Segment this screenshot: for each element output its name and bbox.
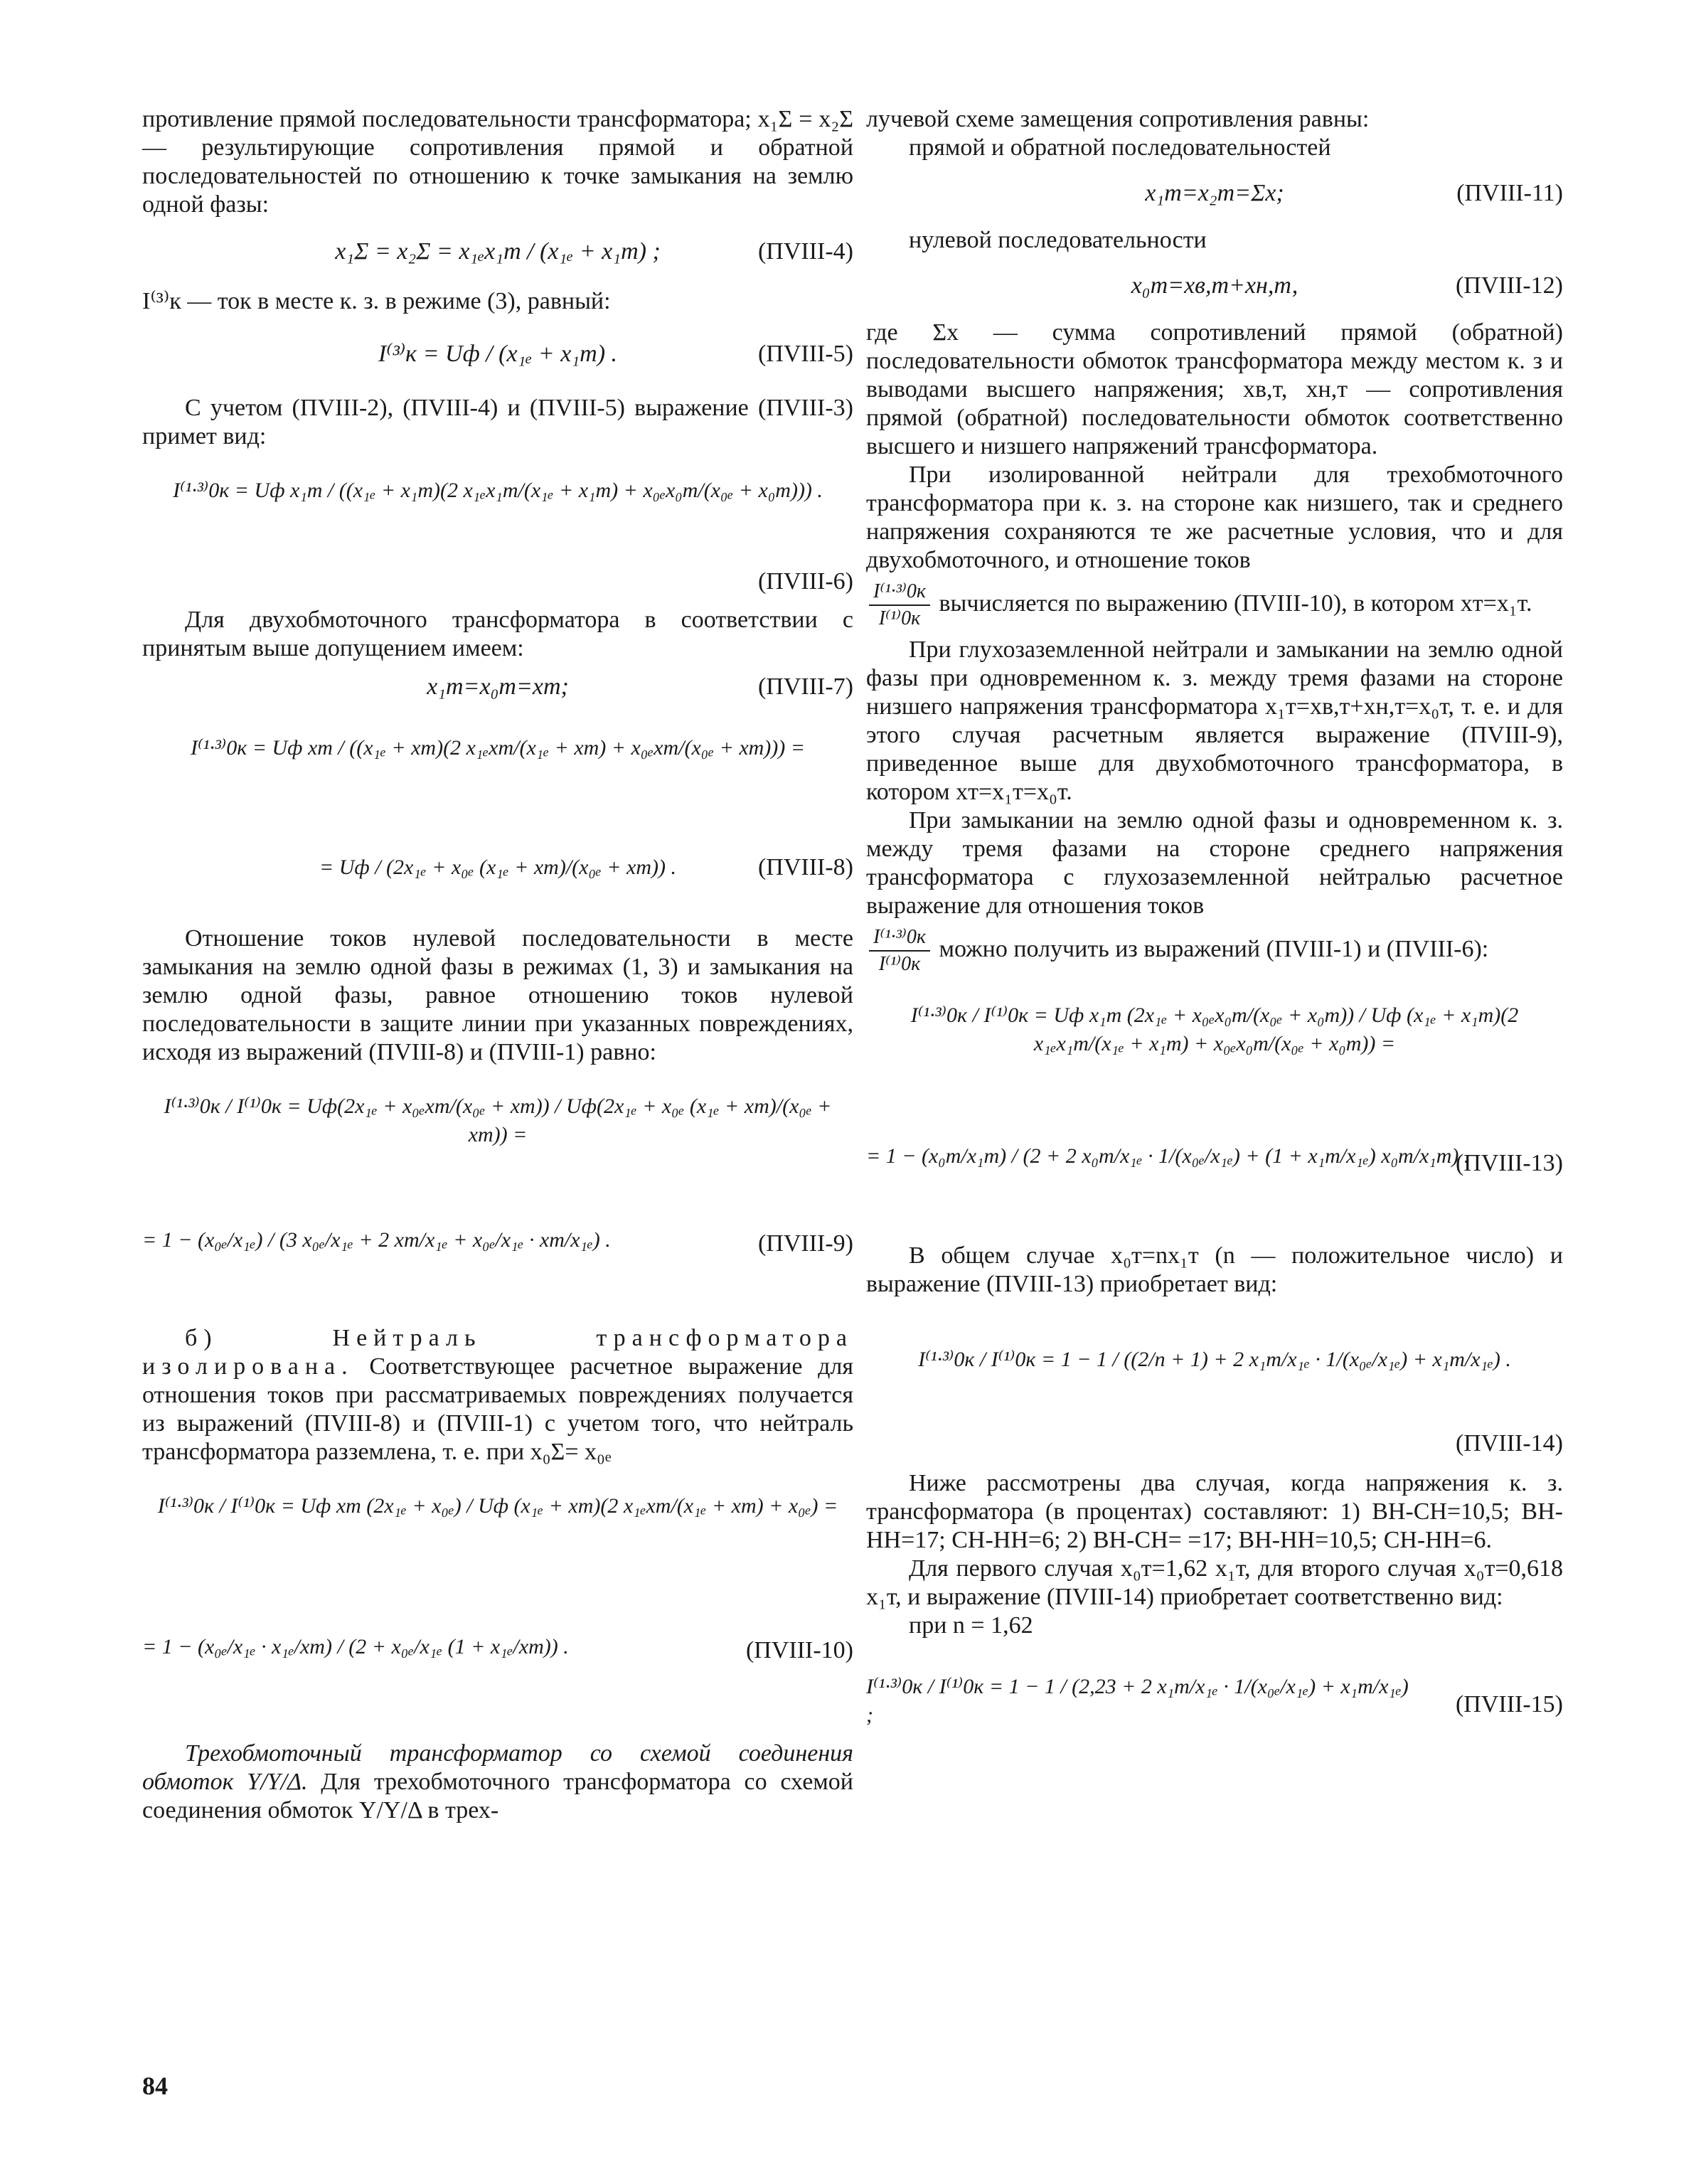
paragraph: При замыкании на землю одной фазы и одновременном к. з. между тремя фазами на стороне среднего напряжения трансформатора с глухозаземленной нейтралью расчетное выражение для отношения токов <box>866 807 1563 919</box>
equation: x₀т=xв,т+xн,т, <box>1131 272 1298 299</box>
paragraph: I⁽³⁾к — ток в месте к. з. в режиме (3), равный: <box>142 288 611 314</box>
paragraph: Для двухобмоточного трансформатора в соответствии с принятым выше допущением имеем: <box>142 607 853 661</box>
equation-number: (ПVIII-10) <box>745 1637 853 1663</box>
equation-row <box>142 825 853 910</box>
equation: I⁽¹·³⁾0к / I⁽¹⁾0к = Uф x₁т (2x₁ₑ + x₀ₑx₀т/(x₀ₑ + x₀т)) / Uф (x₁ₑ + x₁т)(2 x₁ₑx₁т/(x₁ₑ + x₁т) + x₀ₑx₀т/(x₀ₑ + x₀т)) = <box>910 1003 1519 1055</box>
equation: x₁т=x₂т=Σx; <box>1145 180 1284 206</box>
paragraph-italic: Трехобмоточный трансформатор со схемой соединения обмоток Y/Y/Δ. <box>142 1740 853 1795</box>
paragraph: лучевой схеме замещения сопротивления равны: <box>866 106 1370 132</box>
equation: x₁т=x₀т=xт; <box>427 673 569 700</box>
equation: = 1 − (x₀т/x₁т) / (2 + 2 x₀т/x₁ₑ · 1/(x₀ₑ/x₁ₑ) + (1 + x₁т/x₁ₑ) x₀т/x₁т) . <box>866 1144 1470 1168</box>
equation-number: (ПVIII-15) <box>1455 1691 1563 1717</box>
paragraph-text: Для трехобмоточного трансформатора со схемой соединения обмоток Y/Y/Δ в трех- <box>142 1769 853 1823</box>
equation: = 1 − (x₀ₑ/x₁ₑ · x₁ₑ/xт) / (2 + x₀ₑ/x₁ₑ (1 + x₁ₑ/xт)) . <box>142 1635 569 1658</box>
equation-number: (ПVIII-14) <box>1455 1430 1563 1456</box>
equation-row <box>142 1583 853 1718</box>
equation: = Uф / (2x₁ₑ + x₀ₑ (x₁ₑ + xт)/(x₀ₑ + xт)) . <box>319 856 676 879</box>
equation-row <box>142 1183 853 1304</box>
equation-row <box>142 223 853 280</box>
paragraph: Ниже рассмотрены два случая, когда напряжения к. з. трансформатора (в процентах) составляют: 1) ВН-СН=10,5; ВН-НН=17; СН-НН=6; 2) ВН-СН= =17; ВН-НН=10,5; СН-НН=6. <box>866 1470 1563 1553</box>
equation-row <box>142 1071 853 1178</box>
equation: I⁽³⁾к = Uф / (x₁ₑ + x₁т) . <box>378 341 618 367</box>
paragraph <box>142 1740 853 1825</box>
right-column <box>866 105 1563 1771</box>
equation: I⁽¹·³⁾0к = Uф x₁т / ((x₁ₑ + x₁т)(2 x₁ₑx₁т/(x₁ₑ + x₁т) + x₀ₑx₀т/(x₀ₑ + x₀т))) . <box>173 479 823 502</box>
section-lead: б) Нейтраль трансформатора изолирована. <box>142 1325 853 1380</box>
equation-row <box>142 667 853 707</box>
equation: = 1 − (x₀ₑ/x₁ₑ) / (3 x₀ₑ/x₁ₑ + 2 xт/x₁ₑ + x₀ₑ/x₁ₑ · xт/x₁ₑ) . <box>142 1228 611 1252</box>
paragraph-text: можно получить из выражений (ПVIII-1) и (ПVIII-6): <box>939 935 1489 962</box>
equation-row <box>866 259 1563 313</box>
equation-number: (ПVIII-9) <box>757 1230 853 1257</box>
left-column <box>142 105 853 1825</box>
equation: I⁽¹·³⁾0к / I⁽¹⁾0к = 1 − 1 / (2,23 + 2 x₁т/x₁ₑ · 1/(x₀ₑ/x₁ₑ) + x₁т/x₁ₑ) ; <box>866 1675 1409 1727</box>
paragraph: при n = 1,62 <box>909 1612 1033 1639</box>
paragraph: Отношение токов нулевой последовательности в месте замыкания на землю одной фазы в режимах (1, 3) и замыкания на землю одной фазы, равное отношению токов нулевой последовательности в защите линии при указанных повреждениях, исходя из выражений (ПVIII-8) и (ПVIII-1) равно: <box>142 925 853 1065</box>
equation: I⁽¹·³⁾0к / I⁽¹⁾0к = Uф xт (2x₁ₑ + x₀ₑ) / Uф (x₁ₑ + xт)(2 x₁ₑxт/(x₁ₑ + xт) + x₀ₑ) = <box>157 1494 838 1518</box>
equation: I⁽¹·³⁾0к = Uф xт / ((x₁ₑ + xт)(2 x₁ₑxт/(x₁ₑ + xт) + x₀ₑxт/(x₀ₑ + xт))) = <box>190 736 806 760</box>
paragraph <box>866 926 1563 976</box>
equation-row <box>142 1471 853 1577</box>
paragraph: прямой и обратной последовательностей <box>909 134 1331 161</box>
paragraph: С учетом (ПVIII-2), (ПVIII-4) и (ПVIII-5) выражение (ПVIII-3) примет вид: <box>142 395 853 449</box>
equation: I⁽¹·³⁾0к / I⁽¹⁾0к = 1 − 1 / ((2/n + 1) + 2 x₁т/x₁ₑ · 1/(x₀ₑ/x₁ₑ) + x₁т/x₁ₑ) . <box>918 1348 1511 1371</box>
current-ratio-fraction: $\frac{\text{I⁽¹·³⁾0к}}{\text{I⁽¹⁾0к}}$ <box>869 580 930 630</box>
equation-row <box>866 1303 1563 1424</box>
equation-row <box>866 1092 1563 1235</box>
paragraph-text: Соответствующее расчетное выражение для отношения токов при рассматриваемых повреждениях получается из выражений (ПVIII-8) и (ПVIII-1) с учетом того, что нейтраль трансформатора разземлена, т. е. при x₀Σ= x₀ₑ <box>142 1353 854 1465</box>
equation-row <box>866 166 1563 220</box>
equation-row <box>866 1644 1563 1765</box>
equation-row <box>866 980 1563 1087</box>
equation: x₁Σ = x₂Σ = x₁ₑx₁т / (x₁ₑ + x₁т) ; <box>335 238 661 265</box>
equation-number: (ПVIII-12) <box>1455 272 1563 299</box>
paragraph: При изолированной нейтрали для трехобмоточного трансформатора при к. з. на стороне как низшего, так и среднего напряжения сохраняются те же расчетные условия, что и для двухобмоточного, и отношение токов <box>866 462 1563 573</box>
equation-number: (ПVIII-6) <box>757 568 853 595</box>
equation-number: (ПVIII-7) <box>757 673 853 700</box>
paragraph: При глухозаземленной нейтрали и замыкании на землю одной фазы при одновременном к. з. между тремя фазами на стороне низшего напряжения трансформатора x₁т=xв,т+xн,т=x₀т, т. е. и для этого случая расчетным является выражение (ПVIII-9), приведенное выше для двухобмоточного трансформатора, в котором xт=x₁т=x₀т. <box>866 636 1563 805</box>
current-ratio-fraction: $\frac{\text{I⁽¹·³⁾0к}}{\text{I⁽¹⁾0к}}$ <box>869 926 930 976</box>
page-number: 84 <box>142 2072 168 2100</box>
equation: I⁽¹·³⁾0к / I⁽¹⁾0к = Uф(2x₁ₑ + x₀ₑxт/(x₀ₑ + xт)) / Uф(2x₁ₑ + x₀ₑ (x₁ₑ + xт)/(x₀ₑ + xт)) = <box>164 1094 832 1146</box>
equation-number: (ПVIII-13) <box>1455 1150 1563 1176</box>
equation-number: (ПVIII-11) <box>1456 180 1563 206</box>
paragraph: нулевой последовательности <box>909 227 1207 253</box>
paragraph <box>866 580 1563 630</box>
equation-number: (ПVIII-8) <box>757 854 853 880</box>
paragraph <box>142 1324 853 1466</box>
equation-number: (ПVIII-5) <box>757 341 853 367</box>
paragraph: Для первого случая x₀т=1,62 x₁т, для второго случая x₀т=0,618 x₁т, и выражение (ПVIII-14) приобретает соответственно вид: <box>866 1555 1563 1610</box>
equation-row <box>142 320 853 388</box>
equation-row <box>142 455 853 562</box>
paragraph: где Σx — сумма сопротивлений прямой (обратной) последовательности обмоток трансформатора между местом к. з и выводами высшего напряжения; xв,т, xн,т — сопротивления прямой (обратной) последовательности обмоток соответственно высшего и низшего напряжений трансформатора. <box>866 319 1563 459</box>
paragraph: В общем случае x₀т=nx₁т (n — положительное число) и выражение (ПVIII-13) приобретает вид: <box>866 1242 1563 1297</box>
equation-row <box>142 713 853 819</box>
equation-number: (ПVIII-4) <box>757 238 853 265</box>
paragraph: противление прямой последовательности трансформатора; x₁Σ = x₂Σ — результирующие сопротивления прямой и обратной последовательностей по отношению к точке замыкания на землю одной фазы: <box>142 106 853 218</box>
paragraph-text: вычисляется по выражению (ПVIII-10), в котором xт=x₁т. <box>939 590 1532 617</box>
